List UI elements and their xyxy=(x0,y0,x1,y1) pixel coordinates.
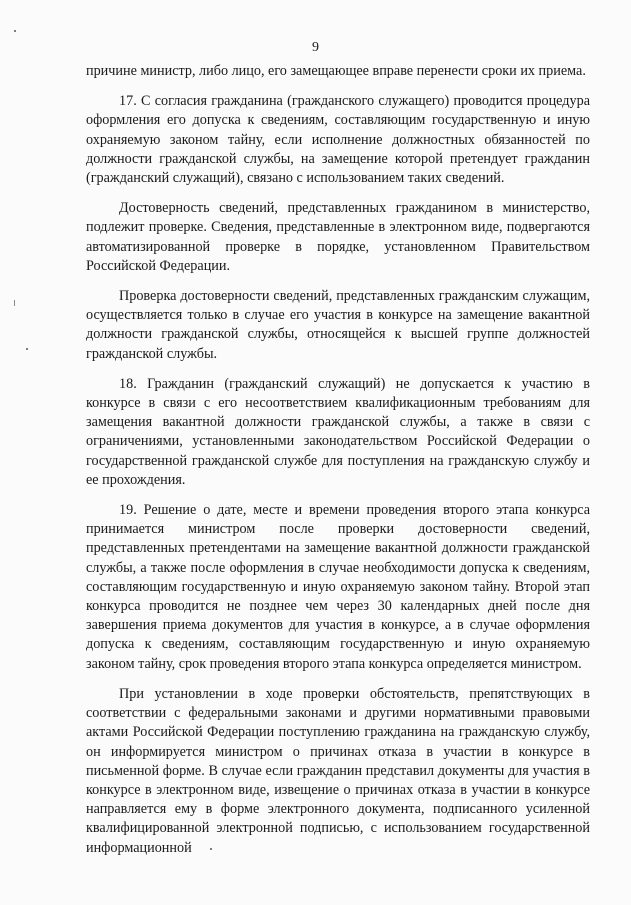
scan-speck xyxy=(14,30,16,32)
scan-edge-mark xyxy=(14,300,15,306)
paragraph-19: 19. Решение о дате, месте и времени проведения второго этапа конкурса принимается министром после проверки достоверности сведений, представленных претендентами на замещение вакантной должности гражданской службы, а также после оформления в случае необходимости допуска к сведениям, составляющим государственную и иную охраняемую законом тайну. Второй этап конкурса проводится не позднее чем через 30 календарных дней после дня завершения приема документов для участия в конкурсе, а в случае оформления допуска к сведениям, составляющим государственную и иную охраняемую законом тайну, срок проведения второго этапа конкурса определяется министром. xyxy=(86,502,590,672)
document-body xyxy=(86,62,590,869)
paragraph-refusal: При установлении в ходе проверки обстоятельств, препятствующих в соответствии с федеральными законами и другими нормативными правовыми актами Российской Федерации поступлению гражданина на гражданскую службу, он информируется министром о причинах отказа в участии в конкурсе в письменной форме. В случае если гражданин представил документы для участия в конкурсе в электронном виде, извещение о причинах отказа в участии в конкурсе направляется ему в форме электронного документа, подписанного усиленной квалифицированной электронной подписью, с использованием государственной информационной xyxy=(86,685,590,856)
page-number: 9 xyxy=(312,40,319,55)
scan-speck xyxy=(26,348,28,350)
paragraph-17: 17. С согласия гражданина (гражданского служащего) проводится процедура оформления его допуска к сведениям, составляющим государственную и иную охраняемую законом тайну, если исполнение должностных обязанностей по должности гражданской службы, на замещение которой претендует гражданин (гражданский служащий), связано с использованием таких сведений. xyxy=(86,93,590,187)
paragraph-18: 18. Гражданин (гражданский служащий) не допускается к участию в конкурсе в связи с его несоответствием квалификационным требованиям для замещения вакантной должности гражданской службы, а также в связи с ограничениями, установленными законодательством Российской Федерации о государственной гражданской службе для поступления на гражданскую службу и ее прохождения. xyxy=(86,375,590,488)
paragraph-continuation: причине министр, либо лицо, его замещающее вправе перенести сроки их приема. xyxy=(86,63,586,79)
scan-speck xyxy=(210,848,212,850)
paragraph-verification: Достоверность сведений, представленных гражданином в министерство, подлежит проверке. Сведения, представленные в электронном виде, подвергаются автоматизированной проверке в порядке, установленном Правительством Российской Федерации. xyxy=(86,200,590,274)
paragraph-civil-servant-check: Проверка достоверности сведений, представленных гражданским служащим, осуществляется только в случае его участия в конкурсе на замещение вакантной должности гражданской службы, относящейся к высшей группе должностей гражданской службы. xyxy=(86,288,590,362)
